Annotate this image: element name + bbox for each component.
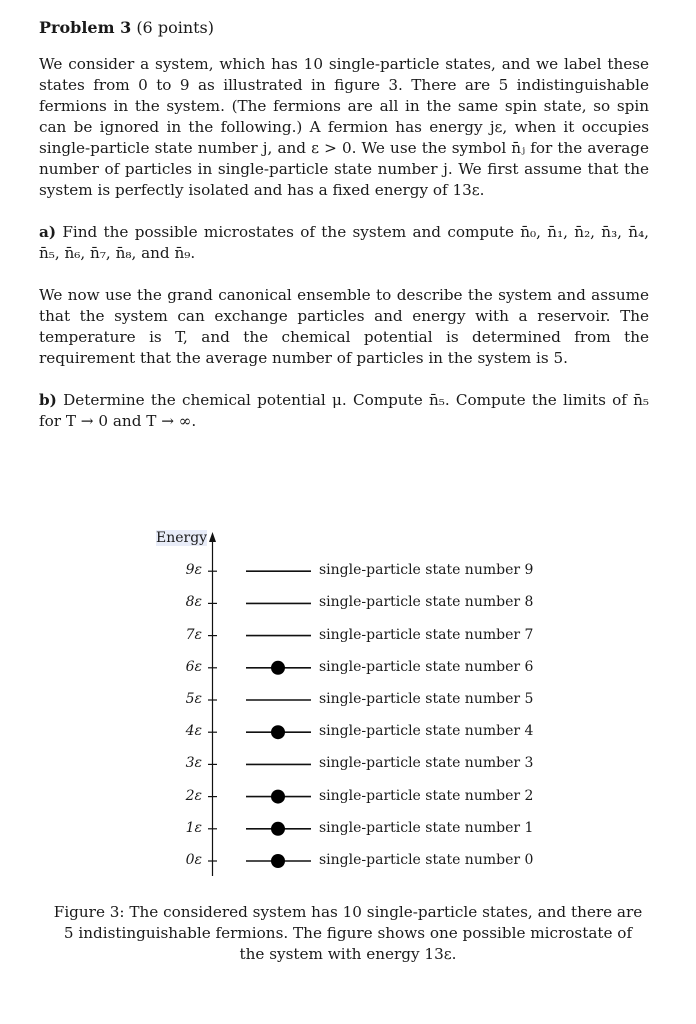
fermion-dot-4 <box>271 725 285 739</box>
energy-tick-label-8: 8ε <box>185 594 202 611</box>
energy-tick-label-1: 1ε <box>185 819 202 836</box>
state-label-7: single-particle state number 7 <box>319 626 534 643</box>
fermion-dot-0 <box>271 854 285 868</box>
state-label-1: single-particle state number 1 <box>319 819 534 836</box>
energy-tick-label-2: 2ε <box>185 787 202 804</box>
problem-title-bold: Problem 3 <box>39 18 132 37</box>
state-label-9: single-particle state number 9 <box>319 562 534 579</box>
figure-caption: Figure 3: The considered system has 10 single-particle states, and there are 5 indistinguishable fermions. The figure shows one possible microstate of the system with energy 13ε. <box>53 903 643 963</box>
energy-tick-label-6: 6ε <box>185 658 202 675</box>
energy-tick-label-4: 4ε <box>185 723 202 740</box>
state-label-5: single-particle state number 5 <box>319 691 534 707</box>
energy-axis-arrow <box>209 532 216 542</box>
state-label-4: single-particle state number 4 <box>319 723 534 740</box>
fermion-dot-1 <box>271 822 285 836</box>
part-b-text: Determine the chemical potential μ. Compute n̄₅. Compute the limits of n̄₅ for T → 0 and T → ∞. <box>39 391 649 430</box>
energy-tick-label-5: 5ε <box>185 691 202 707</box>
energy-axis-label: Energy <box>156 530 208 546</box>
fermion-dot-2 <box>271 790 285 804</box>
intro-paragraph: We consider a system, which has 10 single-particle states, and we label these states from 0 to 9 as illustrated in figure 3. There are 5 indistinguishable fermions in the system. (The fermions are all in the same spin state, so spin can be ignored in the following.) A fermion has energy jε, when it occupies single-particle state number j, and ε > 0. We use the symbol n̄ⱼ for the average number of particles in single-particle state number j. We first assume that the system is perfectly isolated and has a fixed energy of 13ε. <box>39 55 649 199</box>
energy-tick-label-0: 0ε <box>185 852 202 868</box>
problem-points: (6 points) <box>136 18 214 37</box>
state-label-6: single-particle state number 6 <box>319 658 534 675</box>
energy-tick-label-7: 7ε <box>185 626 202 643</box>
state-label-3: single-particle state number 3 <box>319 755 534 772</box>
part-a-label: a) <box>39 223 57 241</box>
energy-tick-label-3: 3ε <box>185 755 202 772</box>
energy-tick-label-9: 9ε <box>185 562 202 579</box>
state-label-8: single-particle state number 8 <box>319 594 534 611</box>
part-b-label: b) <box>39 391 57 409</box>
grand-canonical-paragraph: We now use the grand canonical ensemble to describe the system and assume that the system can exchange particles and energy with a reservoir. The temperature is T, and the chemical potential is determined from the requirement that the average number of particles in the system is 5. <box>39 286 649 367</box>
fermion-dot-6 <box>271 661 285 675</box>
part-a-text: Find the possible microstates of the system and compute n̄₀, n̄₁, n̄₂, n̄₃, n̄₄, n̄₅, n̄₆, n̄₇, n̄₈, and n̄₉. <box>39 223 649 262</box>
state-label-0: single-particle state number 0 <box>319 852 534 868</box>
state-label-2: single-particle state number 2 <box>319 787 534 804</box>
